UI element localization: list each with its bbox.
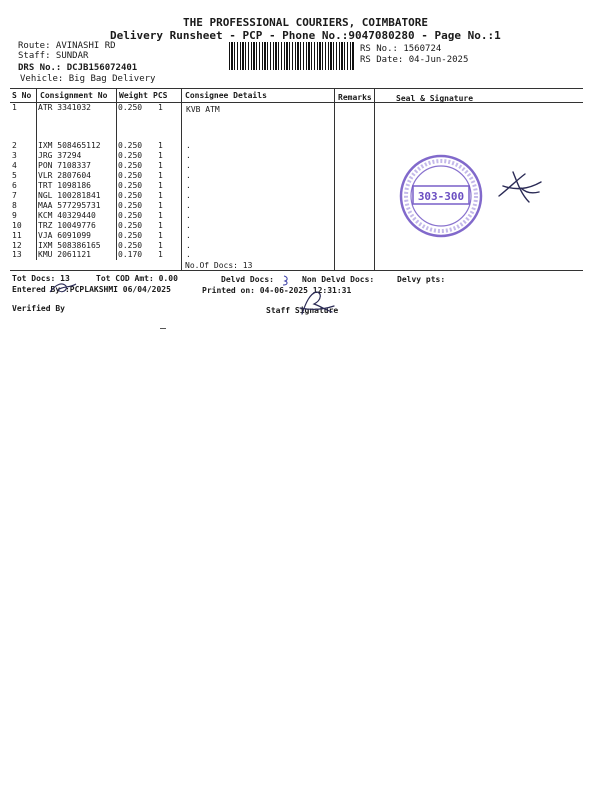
row-pcs: 1: [158, 141, 163, 150]
row-consignment: KMU 2061121: [38, 250, 91, 259]
non-delivered-docs: Non Delvd Docs:: [302, 275, 375, 284]
table-row: [10, 151, 340, 161]
runsheet-title: Delivery Runsheet - PCP - Phone No.:9047080280 - Page No.:1: [110, 29, 501, 42]
rs-number: RS No.: 1560724: [360, 44, 442, 54]
entered-by: Entered By :PCPLAKSHMI 06/04/2025: [12, 285, 171, 294]
table-row: [10, 201, 340, 211]
recipient-signature: [495, 168, 545, 208]
row-sno: 6: [12, 181, 17, 190]
staff: Staff: SUNDAR: [18, 51, 89, 61]
header-weight: Weight: [119, 91, 148, 100]
row-sno: 3: [12, 151, 17, 160]
row-consignment: IXM 508386165: [38, 241, 101, 250]
row-pcs: 1: [158, 191, 163, 200]
header-consignment: Consignment No: [40, 91, 108, 100]
table-top-rule: [10, 88, 583, 89]
row-weight: 0.250: [118, 201, 143, 210]
rs-date: RS Date: 04-Jun-2025: [360, 55, 469, 65]
row-weight: 0.170: [118, 250, 143, 259]
drs-number: DRS No.: DCJB156072401: [18, 63, 138, 73]
table-row: [10, 211, 340, 221]
header-sno: S No: [12, 91, 32, 100]
delivered-docs: Delvd Docs:: [221, 275, 274, 284]
row-pcs: 1: [158, 211, 163, 220]
company-name: THE PROFESSIONAL COURIERS, COIMBATORE: [183, 16, 429, 29]
row-pcs: 1: [158, 241, 163, 250]
row-consignee: .: [186, 171, 191, 180]
row-sno: 13: [12, 250, 22, 259]
row-consignment: ATR 3341032: [38, 103, 91, 112]
table-row: [10, 250, 340, 260]
delivered-docs-mark: [282, 274, 290, 286]
row-pcs: 1: [158, 201, 163, 210]
row-consignment: MAA 577295731: [38, 201, 101, 210]
row-pcs: 1: [158, 103, 163, 112]
header-remarks: Remarks: [338, 93, 372, 102]
row-weight: 0.250: [118, 231, 143, 240]
verified-by: Verified By: [12, 304, 65, 313]
row-sno: 12: [12, 241, 22, 250]
table-row: [10, 171, 340, 181]
row-sno: 1: [12, 103, 17, 112]
header-seal-signature: Seal & Signature: [396, 94, 474, 103]
row-consignment: TRZ 10049776: [38, 221, 96, 230]
entered-by-signature: [48, 278, 78, 298]
staff-signature: [296, 288, 336, 318]
total-docs: Tot Docs: 13: [12, 274, 70, 283]
row-weight: 0.250: [118, 103, 143, 112]
row-pcs: 1: [158, 250, 163, 259]
row-pcs: 1: [158, 161, 163, 170]
table-bottom-rule: [10, 270, 583, 271]
row-pcs: 1: [158, 221, 163, 230]
row-weight: 0.250: [118, 191, 143, 200]
row-consignment: VJA 6091099: [38, 231, 91, 240]
row-consignee: .: [186, 201, 191, 210]
table-row: [10, 181, 340, 191]
row-weight: 0.250: [118, 161, 143, 170]
row-weight: 0.250: [118, 181, 143, 190]
row-consignee: .: [186, 221, 191, 230]
delivery-points: Delvy pts:: [397, 275, 446, 284]
stray-mark: [160, 328, 166, 329]
row-consignment: TRT 1098186: [38, 181, 91, 190]
total-cod-amount: Tot COD Amt: 0.00: [96, 274, 178, 283]
row-weight: 0.250: [118, 221, 143, 230]
row-sno: 10: [12, 221, 22, 230]
row-sno: 8: [12, 201, 17, 210]
barcode: [229, 42, 354, 70]
row-pcs: 1: [158, 151, 163, 160]
row-consignee: .: [186, 151, 191, 160]
table-row: [10, 221, 340, 231]
company-seal-stamp: [398, 153, 484, 239]
row-consignee: .: [186, 161, 191, 170]
row-consignee: .: [186, 141, 191, 150]
row-pcs: 1: [158, 171, 163, 180]
row-consignee: .: [186, 211, 191, 220]
vehicle: Vehicle: Big Bag Delivery: [20, 74, 156, 84]
route: Route: AVINASHI RD: [18, 41, 116, 51]
table-row: [10, 141, 340, 151]
row-weight: 0.250: [118, 141, 143, 150]
row-sno: 9: [12, 211, 17, 220]
row-weight: 0.250: [118, 171, 143, 180]
row-sno: 5: [12, 171, 17, 180]
stamp-text: 303-300: [417, 190, 465, 203]
printed-on: Printed on: 04-06-2025 12:31:31: [202, 286, 352, 295]
row-consignee: .: [186, 250, 191, 259]
staff-signature-label: Staff Signature: [266, 306, 339, 315]
row-consignment: NGL 100281841: [38, 191, 101, 200]
row-consignee: .: [186, 241, 191, 250]
row-sno: 7: [12, 191, 17, 200]
table-row: [10, 231, 340, 241]
row-consignee: .: [186, 231, 191, 240]
row-consignee: .: [186, 181, 191, 190]
header-pcs: PCS: [153, 91, 168, 100]
row-consignee: KVB ATM: [186, 105, 220, 114]
row-weight: 0.250: [118, 241, 143, 250]
row-weight: 0.250: [118, 211, 143, 220]
row-sno: 11: [12, 231, 22, 240]
row-consignment: PON 7108337: [38, 161, 91, 170]
col-divider: [374, 88, 375, 270]
row-consignment: VLR 2807604: [38, 171, 91, 180]
row-sno: 4: [12, 161, 17, 170]
row-pcs: 1: [158, 181, 163, 190]
table-row: [10, 161, 340, 171]
row-pcs: 1: [158, 231, 163, 240]
row-consignment: IXM 508465112: [38, 141, 101, 150]
table-row: [10, 191, 340, 201]
row-sno: 2: [12, 141, 17, 150]
header-consignee: Consignee Details: [185, 91, 267, 100]
table-row: [10, 103, 340, 113]
row-weight: 0.250: [118, 151, 143, 160]
row-consignment: KCM 40329440: [38, 211, 96, 220]
row-consignee: .: [186, 191, 191, 200]
no-of-docs: No.Of Docs: 13: [185, 261, 253, 270]
row-consignment: JRG 37294: [38, 151, 82, 160]
